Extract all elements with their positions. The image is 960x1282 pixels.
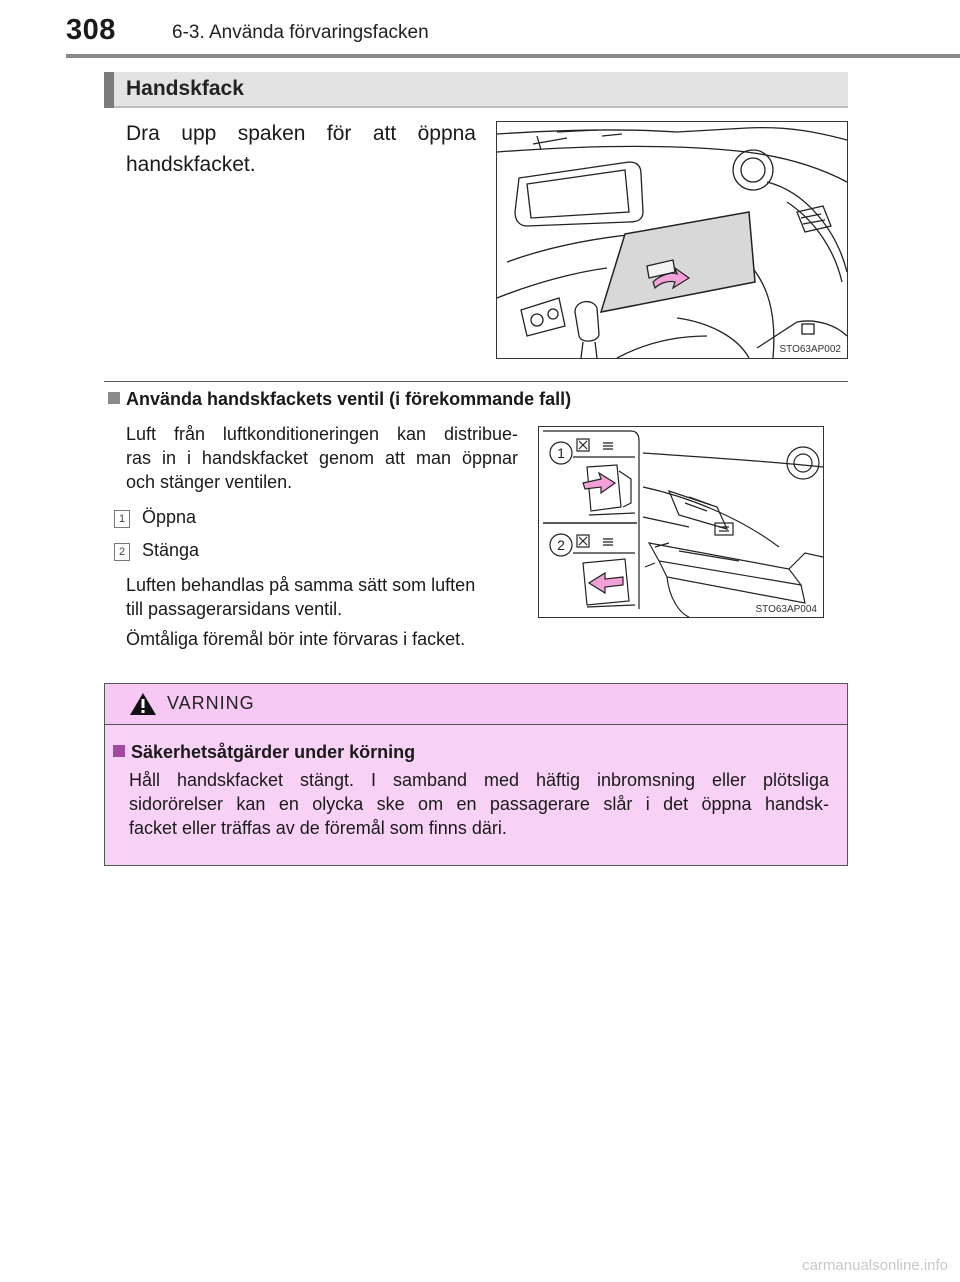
vent-note: [126, 573, 518, 621]
header-rule: [66, 54, 960, 58]
intro-word: Dra: [126, 122, 160, 145]
bullet-square-icon: [108, 392, 120, 404]
text-line: och stänger ventilen.: [126, 472, 293, 492]
text-line: Håll handskfacket stängt. I samband med häftig inbromsning eller plötsliga: [129, 770, 829, 790]
number-badge: 2: [114, 543, 130, 561]
numbered-item-open: [114, 507, 196, 528]
intro-word: för: [326, 122, 352, 145]
number-badge: 1: [114, 510, 130, 528]
dashboard-drawing: [497, 122, 847, 358]
close-arrow-icon: [589, 573, 623, 593]
warning-body: [105, 725, 847, 865]
warning-text: [129, 768, 829, 840]
fragile-items-note: Ömtåliga föremål bör inte förvaras i facket.: [126, 629, 466, 649]
text-line: Luften behandlas på samma sätt som luften: [126, 575, 476, 595]
vent-illustration: [538, 426, 824, 618]
watermark: carmanualsonline.info: [802, 1257, 948, 1274]
warning-triangle-icon: [129, 692, 157, 716]
warning-header: [105, 684, 847, 725]
figure-code: STO63AP002: [779, 344, 841, 355]
chapter-title: 6-3. Använda förvaringsfacken: [172, 22, 429, 43]
text-line: sidorörelser kan en olycka ske om en passagerare slår i det öppna handsk-: [129, 794, 829, 814]
warning-subtitle: [113, 742, 415, 763]
subsection-title: Använda handskfackets ventil (i förekommande fall): [126, 389, 572, 409]
bullet-square-icon: [113, 745, 125, 757]
page-number: 308: [66, 14, 116, 46]
item-label: Öppna: [142, 507, 197, 527]
numbered-item-close: [114, 540, 199, 561]
section-title: Handskfack: [126, 77, 244, 100]
section-heading-bar: [104, 72, 114, 108]
vent-drawing: [539, 427, 823, 617]
subsection-heading: [108, 389, 571, 410]
intro-word: upp: [181, 122, 217, 145]
callout-number: 1: [557, 445, 565, 461]
callout-number: 2: [557, 537, 565, 553]
item-label: Stänga: [142, 540, 200, 560]
warning-subtitle-text: Säkerhetsåtgärder under körning: [131, 742, 416, 762]
text-line: till passagerarsidans ventil.: [126, 599, 343, 619]
text-line: Luft från luftkonditioneringen kan distribue-: [126, 424, 518, 444]
warning-title: VARNING: [167, 693, 255, 713]
text-line: ras in i handskfacket genom att man öppnar: [126, 448, 518, 468]
glovebox-illustration: [496, 121, 848, 359]
intro-word: öppna: [417, 122, 476, 145]
figure-code: STO63AP004: [755, 604, 817, 615]
vent-description: [126, 422, 518, 494]
intro-word: spaken: [237, 122, 306, 145]
intro-word: att: [372, 122, 397, 145]
intro-text: [126, 118, 476, 180]
intro-line-2: handskfacket.: [126, 153, 256, 176]
text-line: facket eller träffas av de föremål som finns däri.: [129, 818, 507, 838]
intro-line-1: [126, 118, 476, 149]
warning-box: [104, 683, 848, 866]
subsection-rule: [104, 381, 848, 382]
section-heading: [104, 72, 848, 108]
